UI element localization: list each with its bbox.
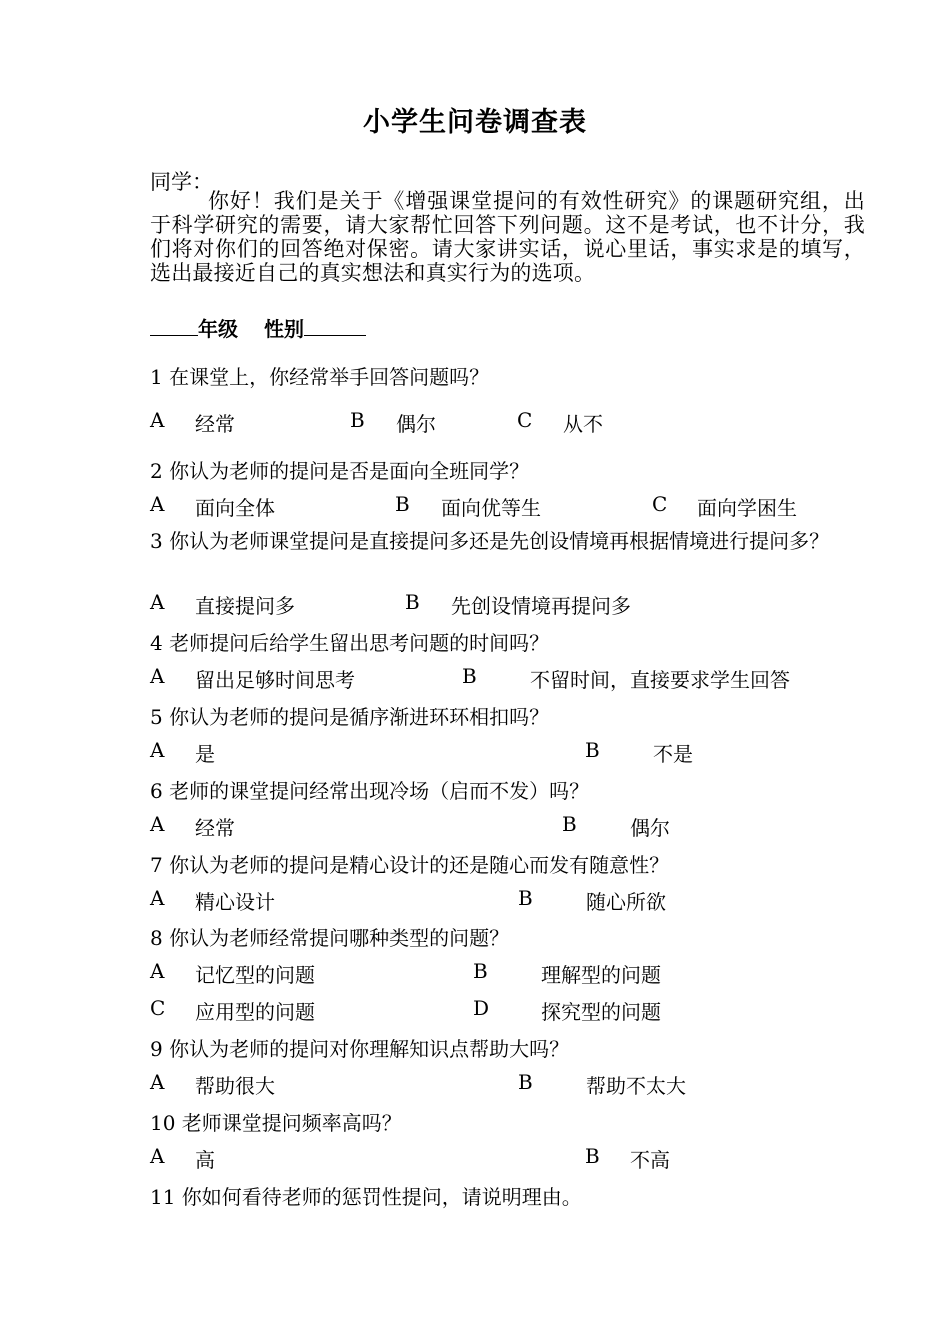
q9-option-a-text: 帮助很大	[195, 1074, 275, 1098]
q8-option-c-letter[interactable]: C	[150, 996, 166, 1020]
grade-blank[interactable]	[150, 313, 198, 336]
q7-option-a-text: 精心设计	[195, 890, 275, 914]
q2-option-a-text: 面向全体	[195, 496, 275, 520]
q4-option-b-letter[interactable]: B	[462, 664, 477, 688]
q8-option-d-letter[interactable]: D	[473, 996, 490, 1020]
q8-option-a-text: 记忆型的问题	[195, 963, 315, 987]
q6-option-a-letter[interactable]: A	[150, 812, 165, 836]
q2-option-c-text: 面向学困生	[697, 496, 797, 520]
question-3: 3 你认为老师课堂提问是直接提问多还是先创设情境再根据情境进行提问多？	[150, 529, 830, 553]
q1-option-b-text: 偶尔	[396, 412, 436, 436]
question-8: 8 你认为老师经常提问哪种类型的问题？	[150, 926, 510, 950]
q5-option-a-text: 是	[195, 742, 215, 766]
q1-option-c-letter[interactable]: C	[517, 408, 533, 432]
q1-option-a-letter[interactable]: A	[150, 408, 165, 432]
q7-option-a-letter[interactable]: A	[150, 886, 165, 910]
q5-option-b-text: 不是	[653, 742, 693, 766]
q9-option-b-letter[interactable]: B	[518, 1070, 533, 1094]
q9-option-b-text: 帮助不太大	[586, 1074, 686, 1098]
q8-option-b-text: 理解型的问题	[541, 963, 661, 987]
q2-option-c-letter[interactable]: C	[652, 492, 668, 516]
q10-option-a-letter[interactable]: A	[150, 1144, 165, 1168]
question-2: 2 你认为老师的提问是否是面向全班同学？	[150, 459, 530, 483]
q6-option-b-letter[interactable]: B	[562, 812, 577, 836]
gender-label: 性别	[264, 317, 304, 341]
q8-option-b-letter[interactable]: B	[473, 959, 488, 983]
salutation: 同学：	[150, 170, 213, 194]
question-11: 11 你如何看待老师的惩罚性提问，请说明理由。	[150, 1185, 582, 1209]
q7-option-b-text: 随心所欲	[586, 890, 666, 914]
q1-option-b-letter[interactable]: B	[350, 408, 365, 432]
q3-option-a-text: 直接提问多	[195, 594, 295, 618]
q9-option-a-letter[interactable]: A	[150, 1070, 165, 1094]
question-6: 6 老师的课堂提问经常出现冷场（启而不发）吗？	[150, 779, 590, 803]
q8-option-d-text: 探究型的问题	[541, 1000, 661, 1024]
intro-paragraph: 你好！我们是关于《增强课堂提问的有效性研究》的课题研究组，出于科学研究的需要，请大家帮忙回答下列问题。这不是考试，也不计分，我们将对你们的回答绝对保密。请大家讲实话，说心里话，事实求是的填写，选出最接近自己的真实想法和真实行为的选项。	[150, 189, 865, 285]
question-9: 9 你认为老师的提问对你理解知识点帮助大吗？	[150, 1037, 570, 1061]
q1-option-c-text: 从不	[563, 412, 603, 436]
q10-option-a-text: 高	[195, 1148, 215, 1172]
q3-option-b-text: 先创设情境再提问多	[451, 594, 631, 618]
q5-option-a-letter[interactable]: A	[150, 738, 165, 762]
q2-option-b-letter[interactable]: B	[395, 492, 410, 516]
question-4: 4 老师提问后给学生留出思考问题的时间吗？	[150, 631, 550, 655]
info-line	[150, 313, 366, 342]
q4-option-a-letter[interactable]: A	[150, 664, 165, 688]
q4-option-b-text: 不留时间，直接要求学生回答	[530, 668, 790, 692]
q8-option-a-letter[interactable]: A	[150, 959, 165, 983]
q7-option-b-letter[interactable]: B	[518, 886, 533, 910]
q8-option-c-text: 应用型的问题	[195, 1000, 315, 1024]
q2-option-b-text: 面向优等生	[441, 496, 541, 520]
q4-option-a-text: 留出足够时间思考	[195, 668, 355, 692]
q3-option-b-letter[interactable]: B	[405, 590, 420, 614]
question-7: 7 你认为老师的提问是精心设计的还是随心而发有随意性？	[150, 853, 670, 877]
q3-option-a-letter[interactable]: A	[150, 590, 165, 614]
q10-option-b-text: 不高	[630, 1148, 670, 1172]
q1-option-a-text: 经常	[195, 412, 235, 436]
grade-label: 年级	[198, 317, 238, 341]
page-title: 小学生问卷调查表	[363, 107, 587, 138]
q6-option-b-text: 偶尔	[630, 816, 670, 840]
question-5: 5 你认为老师的提问是循序渐进环环相扣吗？	[150, 705, 550, 729]
q6-option-a-text: 经常	[195, 816, 235, 840]
question-10: 10 老师课堂提问频率高吗？	[150, 1111, 402, 1135]
question-1: 1 在课堂上，你经常举手回答问题吗？	[150, 365, 490, 389]
q5-option-b-letter[interactable]: B	[585, 738, 600, 762]
gender-blank[interactable]	[304, 313, 366, 336]
q2-option-a-letter[interactable]: A	[150, 492, 165, 516]
q10-option-b-letter[interactable]: B	[585, 1144, 600, 1168]
